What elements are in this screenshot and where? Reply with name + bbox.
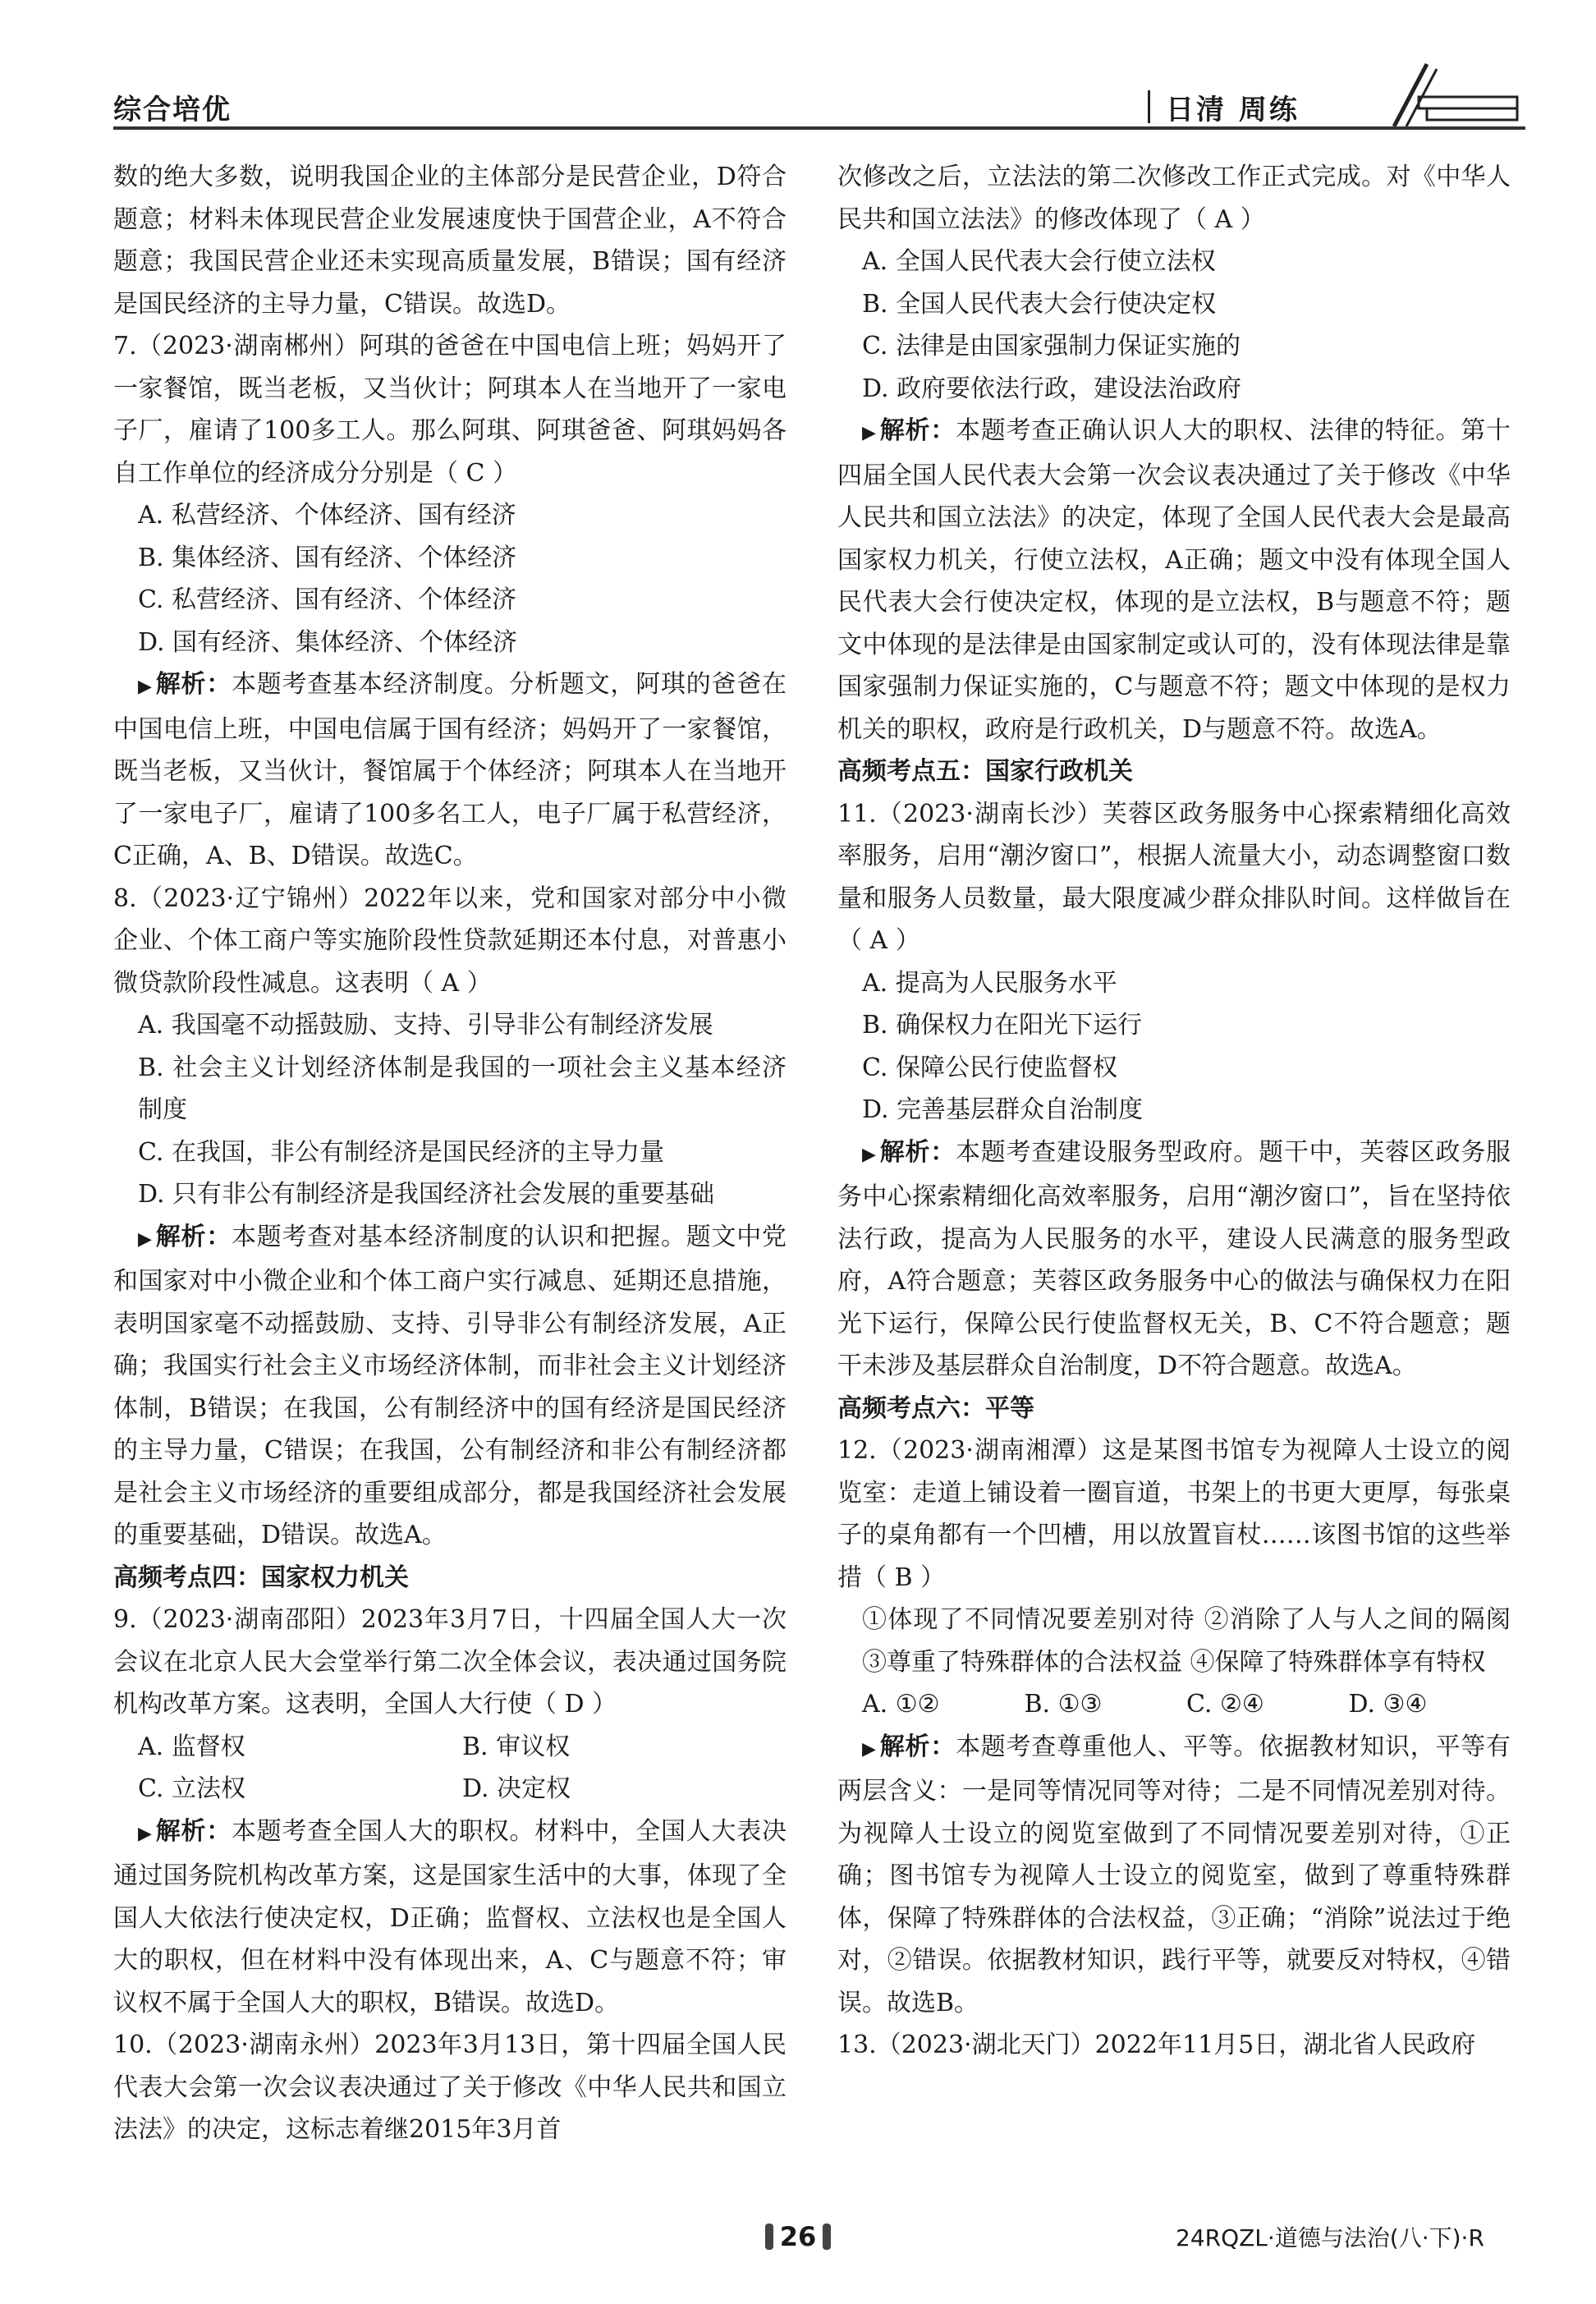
question-9 (113, 1599, 787, 1726)
question-stem: 11.（2023·湖南长沙）芙蓉区政务服务中心探索精细化高效率服务，启用“潮汐窗口”，根据人流量大小，动态调整窗口数量和服务人员数量，最大限度减少群众排队时间。这样做旨在 (837, 799, 1511, 913)
answer-bracket: （ A ） (1182, 204, 1265, 234)
section-heading-6: 高频考点六：平等 (837, 1393, 1034, 1423)
analysis-text: 本题考查建设服务型政府。题干中，芙蓉区政务服务中心探索精细化高效率服务，启用“潮汐窗口”，旨在坚持依法行政，提高为人民服务的水平，建设人民满意的服务型政府，A符合题意；芙蓉区政务服务中心的做法与确保权力在阳光下运行，保障公民行使监督权无关，B、C不符合题意；题干未涉及基层群众自治制度，D不符合题意。故选A。 (837, 1137, 1511, 1380)
answer-bracket: （ A ） (837, 926, 920, 955)
question-8 (113, 878, 787, 1005)
option-b: B. 确保权力在阳光下运行 (862, 1011, 1143, 1040)
header-divider (1148, 90, 1150, 123)
question-stem: 次修改之后，立法法的第二次修改工作正式完成。对《中华人民共和国立法法》的修改体现了 (837, 163, 1511, 234)
left-column (113, 156, 787, 2151)
option-a: A. 提高为人民服务水平 (862, 968, 1117, 998)
answer-bracket: （ B ） (862, 1563, 946, 1592)
option-c: C. 法律是由国家强制力保证实施的 (862, 332, 1241, 360)
header-right-title: 日清 周练 (1166, 94, 1300, 126)
option-a: A. 全国人民代表大会行使立法权 (862, 247, 1216, 276)
option-d: D. 国有经济、集体经济、个体经济 (138, 627, 518, 657)
option-a: A. 我国毫不动摇鼓励、支持、引导非公有制经济发展 (138, 1011, 713, 1040)
question-10-continued (837, 156, 1511, 241)
analysis-label: ▶ 解析： (862, 416, 956, 445)
option-b: B. 集体经济、国有经济、个体经济 (138, 543, 517, 572)
analysis (837, 1131, 1511, 1388)
section-heading-4: 高频考点四：国家权力机关 (113, 1563, 409, 1592)
answer-bracket: （ D ） (532, 1690, 617, 1719)
question-11 (837, 793, 1511, 962)
analysis (113, 1216, 787, 1557)
question-stem: 8.（2023·辽宁锦州）2022年以来，党和国家对部分中小微企业、个体工商户等实施阶段性贷款延期还本付息，对普惠小微贷款阶段性减息。这表明 (113, 884, 787, 998)
option-c: C. 在我国，非公有制经济是国民经济的主导力量 (138, 1137, 664, 1167)
header-left-title: 综合培优 (113, 94, 232, 126)
page-number: 26 (765, 2217, 831, 2256)
option-c: C. 保障公民行使监督权 (862, 1053, 1117, 1082)
question-stem: 9.（2023·湖南邵阳）2023年3月7日，十四届全国人大一次会议在北京人民大会堂举行第二次全体会议，表决通过国务院机构改革方案。这表明，全国人大行使 (113, 1605, 787, 1719)
option-d: D. 决定权 (462, 1774, 571, 1803)
option-b: B. ①③ (1024, 1690, 1103, 1719)
analysis (113, 1811, 787, 2025)
books-icon (1378, 56, 1525, 130)
right-column (837, 156, 1511, 2067)
option-b: B. 审议权 (462, 1732, 571, 1761)
question-10: 10.（2023·湖南永州）2023年3月13日，第十四届全国人民代表大会第一次会议表决通过了关于修改《中华人民共和国立法法》的决定，这标志着继2015年3月首 (113, 2031, 787, 2144)
analysis (837, 410, 1511, 750)
question-stem: 12.（2023·湖南湘潭）这是某图书馆专为视障人士设立的阅览室：走道上铺设着一圈盲道，书架上的书更大更厚，每张桌子的桌角都有一个凹槽，用以放置盲杖……该图书馆的这些举措 (837, 1436, 1511, 1592)
analysis-label: ▶ 解析： (138, 1223, 232, 1251)
analysis-label: ▶ 解析： (862, 1138, 956, 1167)
option-d: D. 完善基层群众自治制度 (862, 1095, 1144, 1124)
analysis (837, 1726, 1511, 2025)
option-b: B. 全国人民代表大会行使决定权 (862, 289, 1217, 319)
option-d: D. 政府要依法行政，建设法治政府 (862, 374, 1242, 403)
analysis-label: ▶ 解析： (138, 670, 232, 699)
analysis (113, 663, 787, 878)
question-7 (113, 325, 787, 494)
analysis-text: 本题考查尊重他人、平等。依据教材知识，平等有两层含义：一是同等情况同等对待；二是不同情况差别对待。为视障人士设立的阅览室做到了不同情况要差别对待，①正确；图书馆专为视障人士设立的阅览室，做到了尊重特殊群体，保障了特殊群体的合法权益，③正确；“消除”说法过于绝对，②错误。依据教材知识，践行平等，就要反对特权，④错误。故选B。 (837, 1732, 1511, 2017)
option-b: B. 社会主义计划经济体制是我国的一项社会主义基本经济制度 (138, 1053, 787, 1124)
page-header (113, 72, 1525, 138)
question-12 (837, 1430, 1511, 1599)
analysis-text: 本题考查全国人大的职权。材料中，全国人大表决通过国务院机构改革方案，这是国家生活中的大事，体现了全国人大依法行使决定权，D正确；监督权、立法权也是全国人大的职权，但在材料中没有体现出来，A、C与题意不符；审议权不属于全国人大的职权，B错误。故选D。 (113, 1816, 787, 2017)
statements: ①体现了不同情况要差别对待 ②消除了人与人之间的隔阂 ③尊重了特殊群体的合法权益 ④保障了特殊群体享有特权 (862, 1605, 1511, 1677)
question-13: 13.（2023·湖北天门）2022年11月5日，湖北省人民政府 (837, 2031, 1476, 2059)
option-a: A. ①② (862, 1690, 940, 1719)
analysis-label: ▶ 解析： (138, 1817, 232, 1846)
continued-analysis: 数的绝大多数，说明我国企业的主体部分是民营企业，D符合题意；材料未体现民营企业发展速度快于国营企业，A不符合题意；我国民营企业还未实现高质量发展，B错误；国有经济是国民经济的主导力量，C错误。故选D。 (113, 163, 787, 319)
section-heading-5: 高频考点五：国家行政机关 (837, 757, 1133, 786)
option-a: A. 私营经济、个体经济、国有经济 (138, 501, 516, 530)
analysis-text: 本题考查正确认识人大的职权、法律的特征。第十四届全国人民代表大会第一次会议表决通过了关于修改《中华人民共和国立法法》的决定，体现了全国人民代表大会是最高国家权力机关，行使立法权，A正确；题文中没有体现全国人民代表大会行使决定权，体现的是立法权，B与题意不符；题文中体现的是法律是由国家制定或认可的，没有体现法律是靠国家强制力保证实施的，C与题意不符；题文中体现的是权力机关的职权，政府是行政机关，D与题意不符。故选A。 (837, 416, 1511, 744)
options-row (113, 1768, 787, 1811)
page-footer (0, 2217, 1596, 2266)
option-c: C. 立法权 (138, 1774, 245, 1803)
option-d: D. 只有非公有制经济是我国经济社会发展的重要基础 (138, 1180, 715, 1209)
analysis-text: 本题考查对基本经济制度的认识和把握。题文中党和国家对中小微企业和个体工商户实行减息、延期还息措施，表明国家毫不动摇鼓励、支持、引导非公有制经济发展，A正确；我国实行社会主义市场经济体制，而非社会主义计划经济体制，B错误；在我国，公有制经济中的国有经济是国民经济的主导力量，C错误；在我国，公有制经济和非公有制经济都是社会主义市场经济的重要组成部分，都是我国经济社会发展的重要基础，D错误。故选A。 (113, 1222, 787, 1549)
option-c: C. 私营经济、国有经济、个体经济 (138, 585, 516, 614)
option-d: D. ③④ (1348, 1690, 1428, 1719)
options-row (113, 1726, 787, 1769)
analysis-label: ▶ 解析： (862, 1733, 956, 1761)
question-stem: 7.（2023·湖南郴州）阿琪的爸爸在中国电信上班；妈妈开了一家餐馆，既当老板，又当伙计；阿琪本人在当地开了一家电子厂，雇请了100多工人。那么阿琪、阿琪爸爸、阿琪妈妈各自工作单位的经济成分分别是 (113, 332, 787, 488)
header-rule (113, 126, 1525, 130)
book-code: 24RQZL·道德与法治(八·下)·R (1176, 2224, 1484, 2251)
option-a: A. 监督权 (138, 1732, 245, 1761)
answer-bracket: （ C ） (433, 458, 518, 488)
answer-bracket: （ A ） (409, 968, 492, 998)
option-c: C. ②④ (1186, 1690, 1264, 1719)
options-row (837, 1683, 1511, 1726)
analysis-text: 本题考查基本经济制度。分析题文，阿琪的爸爸在中国电信上班，中国电信属于国有经济；妈妈开了一家餐馆，既当老板，又当伙计，餐馆属于个体经济；阿琪本人在当地开了一家电子厂，雇请了100多名工人，电子厂属于私营经济，C正确，A、B、D错误。故选C。 (113, 670, 787, 870)
